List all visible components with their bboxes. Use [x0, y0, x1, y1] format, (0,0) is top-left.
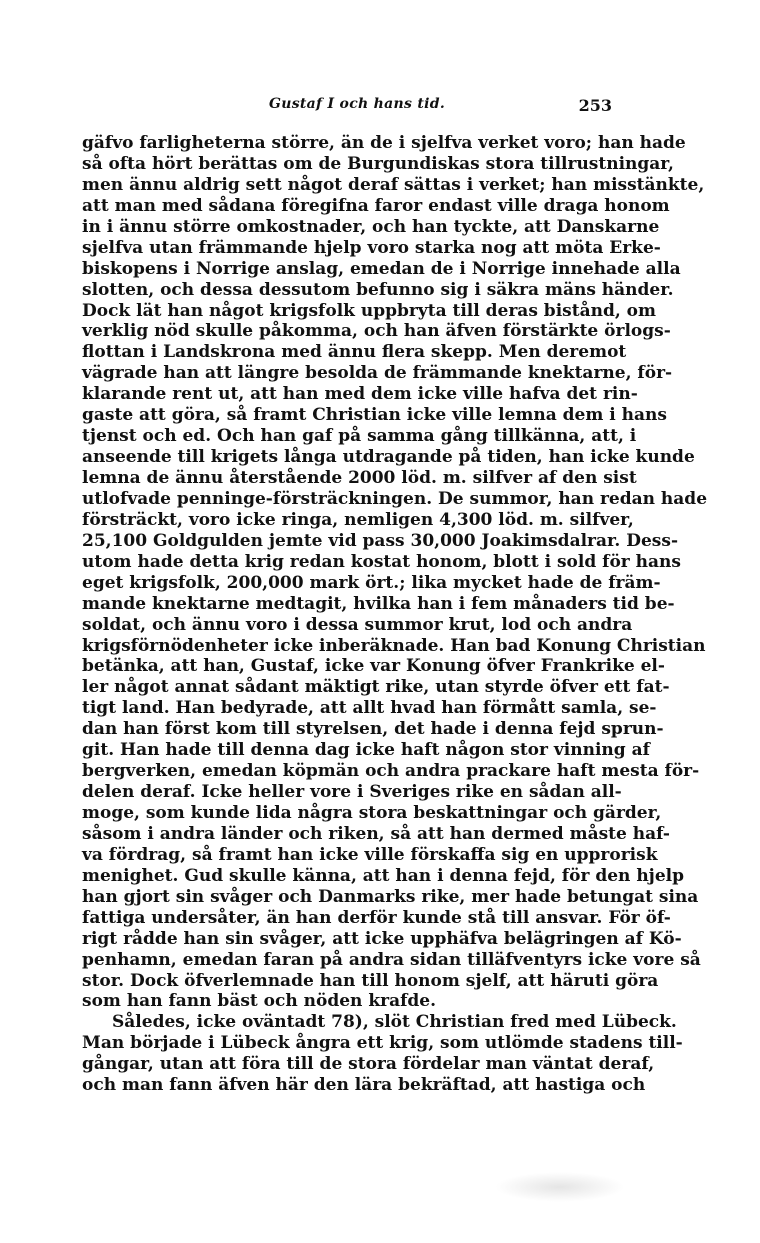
text-line: att man med sådana föregifna faror endast ville draga honom: [82, 195, 670, 216]
text-line: klarande rent ut, att han med dem icke ville hafva det rin-: [82, 384, 638, 405]
text-line: men ännu aldrig sett något deraf sättas i verket; han misstänkte,: [82, 174, 705, 195]
text-line: git. Han hade till denna dag icke haft någon stor vinning af: [82, 740, 650, 761]
text-line: penhamn, emedan faran på andra sidan tilläfventyrs icke vore så: [82, 949, 701, 970]
running-title: Gustaf I och hans tid.: [268, 96, 446, 112]
text-line: utom hade detta krig redan kostat honom, blott i sold för hans: [82, 551, 681, 572]
text-line: sjelfva utan främmande hjelp voro starka nog att möta Erke-: [82, 237, 661, 258]
text-line: Dock lät han något krigsfolk uppbryta till deras bistånd, om: [82, 300, 656, 321]
text-line: och man fann äfven här den lära bekräftad, att hastiga och: [82, 1075, 646, 1096]
body-text: [82, 133, 708, 1096]
text-line: flottan i Landskrona med ännu flera skepp. Men deremot: [82, 342, 627, 363]
text-line: Man började i Lübeck ångra ett krig, som utlömde stadens till-: [82, 1033, 683, 1054]
text-line: moge, som kunde lida några stora beskattningar och gärder,: [82, 803, 662, 823]
text-line: in i ännu större omkostnader, och han tyckte, att Danskarne: [82, 216, 660, 237]
text-line: soldat, och ännu voro i dessa summor krut, lod och andra: [82, 614, 633, 635]
text-line: eget krigsfolk, 200,000 mark ört.; lika mycket hade de främ-: [82, 572, 661, 593]
page-number: 253: [578, 96, 612, 115]
text-line: va fördrag, så framt han icke ville förskaffa sig en upprorisk: [82, 844, 658, 865]
text-line: slotten, och dessa dessutom befunno sig i säkra mäns händer.: [82, 279, 674, 300]
text-line: han gjort sin svåger och Danmarks rike, mer hade betungat sina: [82, 886, 699, 907]
text-line: biskopens i Norrige anslag, emedan de i Norrige innehade alla: [82, 258, 681, 279]
scan-smudge: [495, 1172, 625, 1202]
text-line: tjenst och ed. Och han gaf på samma gång tillkänna, att, i: [82, 426, 637, 447]
text-line: krigsförnödenheter icke inberäknade. Han bad Konung Christian: [82, 635, 706, 656]
text-line: delen deraf. Icke heller vore i Sveriges rike en sådan all-: [82, 782, 622, 803]
text-line: gångar, utan att föra till de stora fördelar man väntat deraf,: [82, 1054, 655, 1075]
text-line: vägrade han att längre besolda de främmande knektarne, för-: [82, 363, 673, 384]
text-line: ler något annat sådant mäktigt rike, utan styrde öfver ett fat-: [82, 677, 670, 698]
running-head: [82, 96, 612, 120]
text-line: gaste att göra, så framt Christian icke ville lemna dem i hans: [82, 405, 667, 426]
text-line: lemna de ännu återstående 2000 löd. m. silfver af den sist: [82, 468, 637, 488]
text-line: 25,100 Goldgulden jemte vid pass 30,000 Joakimsdalrar. Dess-: [82, 530, 679, 551]
text-line: försträckt, voro icke ringa, nemligen 4,300 löd. m. silfver,: [82, 509, 634, 530]
text-line: betänka, att han, Gustaf, icke var Konung öfver Frankrike el-: [82, 656, 665, 677]
text-line: dan han först kom till styrelsen, det hade i denna fejd sprun-: [82, 719, 664, 740]
text-line: bergverken, emedan köpmän och andra prackare haft mesta för-: [82, 761, 700, 782]
text-line: verklig nöd skulle påkomma, och han äfven förstärkte örlogs-: [82, 321, 671, 342]
text-line: rigt rådde han sin svåger, att icke upphäfva belägringen af Kö-: [82, 928, 682, 949]
text-line: gäfvo farligheterna större, än de i sjelfva verket voro; han hade: [82, 133, 686, 153]
text-line: menighet. Gud skulle känna, att han i denna fejd, för den hjelp: [82, 865, 684, 886]
text-line: stor. Dock öfverlemnade han till honom sjelf, att häruti göra: [82, 970, 659, 991]
text-line: fattiga undersåter, än han derför kunde stå till ansvar. För öf-: [82, 907, 671, 928]
text-line: så ofta hört berättas om de Burgundiskas stora tillrustningar,: [82, 153, 674, 174]
text-line: som han fann bäst och nöden krafde.: [82, 991, 437, 1012]
text-line: mande knektarne medtagit, hvilka han i fem månaders tid be-: [82, 593, 675, 614]
text-line: såsom i andra länder och riken, så att han dermed måste haf-: [82, 823, 670, 844]
text-line: tigt land. Han bedyrade, att allt hvad han förmått samla, se-: [82, 698, 657, 719]
text-line: Således, icke oväntadt 78), slöt Christian fred med Lübeck.: [112, 1012, 677, 1033]
text-line: utlofvade penninge-försträckningen. De summor, han redan hade: [82, 488, 708, 509]
text-line: anseende till krigets långa utdragande på tiden, han icke kunde: [82, 447, 695, 468]
